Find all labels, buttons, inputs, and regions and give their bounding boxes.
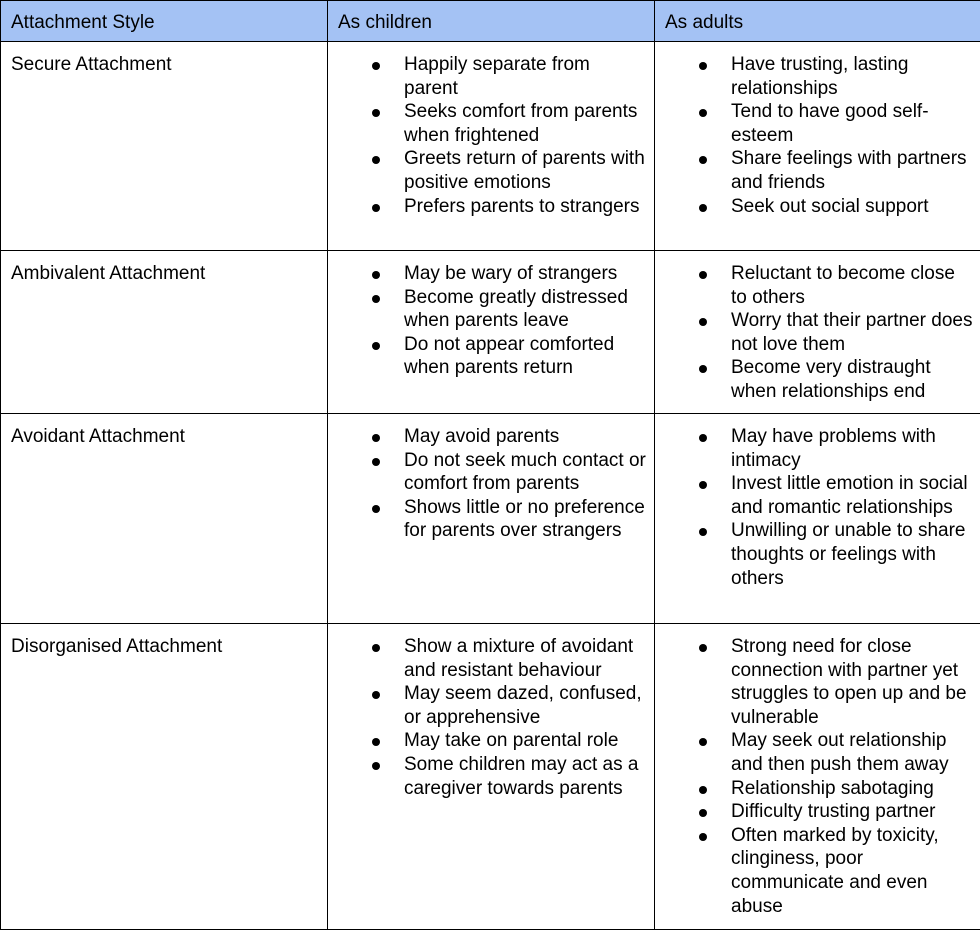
bullet-icon [699,365,707,373]
bullet-icon [699,644,707,652]
list-item: Do not seek much contact or comfort from parents [328,449,648,496]
header-attachment-style: Attachment Style [1,1,328,42]
children-list [328,414,654,543]
bullet-icon [699,786,707,794]
list-item: Reluctant to become close to others [655,262,974,309]
list-item: Shows little or no preference for parents over strangers [328,496,648,543]
list-item: Some children may act as a caregiver towards parents [328,753,648,800]
adults-cell [655,42,980,251]
list-item: Share feelings with partners and friends [655,147,974,194]
adults-cell [655,251,980,414]
bullet-icon [372,762,380,770]
bullet-icon [372,62,380,70]
bullet-icon [372,271,380,279]
adults-list [655,251,980,404]
attachment-style-cell: Secure Attachment [1,42,328,251]
bullet-icon [372,505,380,513]
list-item: Have trusting, lasting relationships [655,53,974,100]
bullet-icon [699,809,707,817]
bullet-icon [372,109,380,117]
bullet-icon [699,271,707,279]
bullet-icon [699,318,707,326]
bullet-icon [699,434,707,442]
header-as-adults: As adults [655,1,980,42]
list-item: May be wary of strangers [328,262,648,286]
attachment-style-cell: Disorganised Attachment [1,624,328,930]
table-row [1,414,980,624]
list-item: Often marked by toxicity, clinginess, poor communicate and even abuse [655,824,974,918]
bullet-icon [699,62,707,70]
bullet-icon [372,342,380,350]
bullet-icon [372,691,380,699]
bullet-icon [699,738,707,746]
list-item: May avoid parents [328,425,648,449]
adults-list [655,624,980,918]
list-item: Greets return of parents with positive emotions [328,147,648,194]
attachment-style-cell: Ambivalent Attachment [1,251,328,414]
list-item: Seek out social support [655,195,974,219]
list-item: Strong need for close connection with partner yet struggles to open up and be vulnerable [655,635,974,729]
bullet-icon [699,204,707,212]
header-row [1,1,980,42]
children-cell [328,414,655,624]
adults-list [655,414,980,590]
children-cell [328,42,655,251]
list-item: Difficulty trusting partner [655,800,974,824]
children-list [328,624,654,800]
adults-list [655,42,980,218]
adults-cell [655,624,980,930]
children-cell [328,624,655,930]
bullet-icon [372,156,380,164]
bullet-icon [372,644,380,652]
bullet-icon [699,481,707,489]
header-as-children: As children [328,1,655,42]
list-item: Become greatly distressed when parents leave [328,286,648,333]
list-item: Prefers parents to strangers [328,195,648,219]
list-item: Seeks comfort from parents when frightened [328,100,648,147]
bullet-icon [699,528,707,536]
list-item: Worry that their partner does not love them [655,309,974,356]
bullet-icon [372,434,380,442]
attachment-style-cell: Avoidant Attachment [1,414,328,624]
list-item: Invest little emotion in social and romantic relationships [655,472,974,519]
table-row [1,251,980,414]
list-item: Unwilling or unable to share thoughts or feelings with others [655,519,974,590]
list-item: Relationship sabotaging [655,777,974,801]
list-item: Show a mixture of avoidant and resistant behaviour [328,635,648,682]
bullet-icon [372,295,380,303]
bullet-icon [372,738,380,746]
list-item: May seem dazed, confused, or apprehensive [328,682,648,729]
list-item: Happily separate from parent [328,53,648,100]
bullet-icon [699,109,707,117]
list-item: May have problems with intimacy [655,425,974,472]
children-list [328,42,654,218]
children-list [328,251,654,380]
bullet-icon [372,458,380,466]
list-item: May take on parental role [328,729,648,753]
list-item: Do not appear comforted when parents return [328,333,648,380]
children-cell [328,251,655,414]
list-item: Become very distraught when relationships end [655,356,974,403]
list-item: May seek out relationship and then push them away [655,729,974,776]
bullet-icon [699,833,707,841]
table-row [1,42,980,251]
list-item: Tend to have good self-esteem [655,100,974,147]
adults-cell [655,414,980,624]
bullet-icon [372,204,380,212]
table-row [1,624,980,930]
bullet-icon [699,156,707,164]
